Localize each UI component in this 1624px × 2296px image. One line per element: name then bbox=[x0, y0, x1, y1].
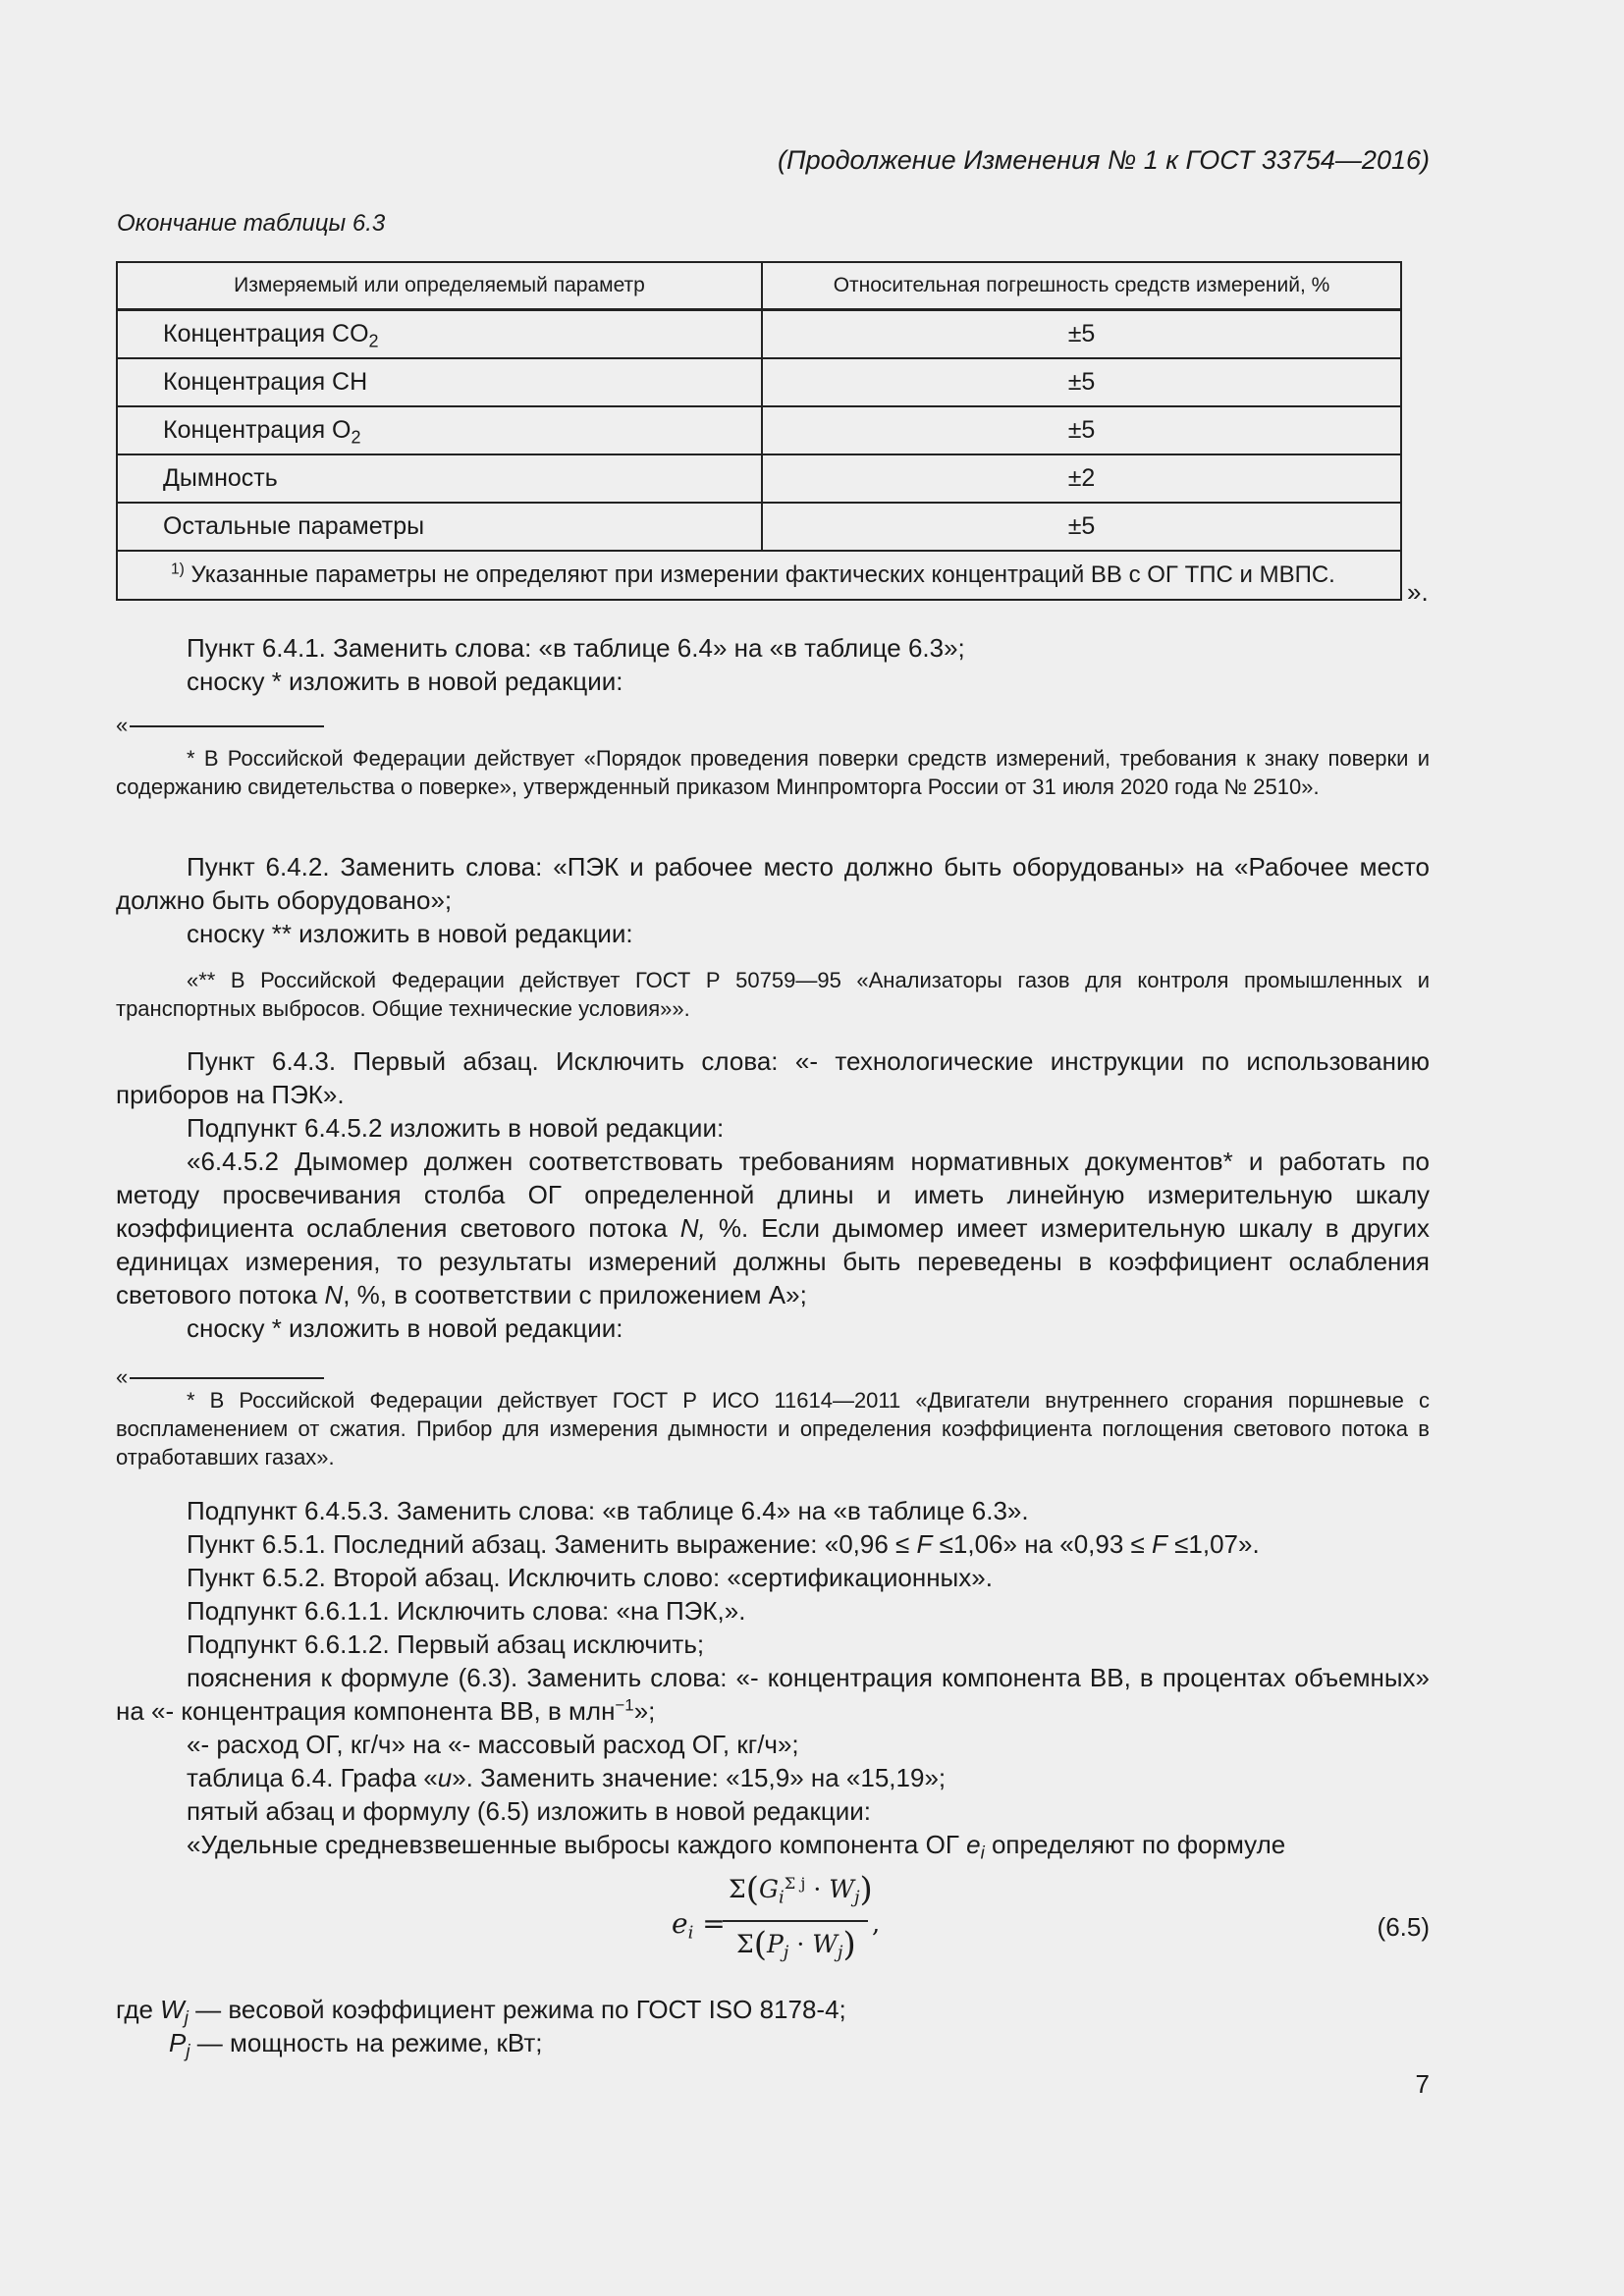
param-cell: Концентрация $CO_2$ bbox=[117, 310, 762, 359]
footnote-text: * В Российской Федерации действует ГОСТ Р ИСО 11614—2011 «Двигатели внутреннего сгорания поршневые с воспламенением от сжатия. Прибор для измерения дымности и определения коэффициента поглощения светового потока в отработавших газах». bbox=[116, 1388, 1430, 1469]
paragraph-6-4-3: Пункт 6.4.3. Первый абзац. Исключить слова: «- технологические инструкции по использованию приборов на ПЭК». Подпункт 6.4.5.2 изложить в новой редакции: «6.4.5.2 Дымомер должен соответствовать требованиям нормативных документов* и работать по методу просвечивания столба ОГ определенной длины и иметь линейную измерительную шкалу коэффициента ослабления светового потока N, %. Если дымомер имеет измерительную шкалу в других единицах измерения, то результаты измерений должны быть переведены в коэффициент ослабления светового потока N, %, в соответствии с приложением А»; сноску * изложить в новой редакции: bbox=[116, 1046, 1430, 1343]
table-row bbox=[117, 310, 1401, 359]
footnote-separator: « bbox=[116, 1364, 324, 1390]
legend-item: $P_j$ — мощность на режиме, кВт; bbox=[169, 2028, 543, 2061]
table-row bbox=[117, 503, 1401, 551]
column-header-error: Относительная погрешность средств измерений, % bbox=[762, 262, 1401, 310]
paragraph-6-4-2: Пункт 6.4.2. Заменить слова: «ПЭК и рабочее место должно быть оборудованы» на «Рабочее место должно быть оборудовано»; сноску ** изложить в новой редакции: bbox=[116, 852, 1430, 948]
value-cell: ±5 bbox=[762, 358, 1401, 406]
table-row bbox=[117, 406, 1401, 454]
paragraph-amendments: Подпункт 6.4.5.3. Заменить слова: «в таблице 6.4» на «в таблице 6.3». Пункт 6.5.1. Последний абзац. Заменить выражение: «0,96 ≤ F ≤1,06» на «0,93 ≤ F ≤1,07». Пункт 6.5.2. Второй абзац. Исключить слово: «сертификационных». Подпункт 6.6.1.1. Исключить слова: «на ПЭК,». Подпункт 6.6.1.2. Первый абзац исключить; пояснения к формуле (6.3). Заменить слова: «- концентрация компонента ВВ, в процентах объемных» на «- концентрация компонента ВВ, в млн$^{-1}$»; «- расход ОГ, кг/ч» на «- массовый расход ОГ, кг/ч»; таблица 6.4. Графа «u». Заменить значение: «15,9» на «15,19»; пятый абзац и формулу (6.5) изложить в новой редакции: «Удельные средневзвешенные выбросы каждого компонента ОГ $e_i$ определяют по формуле bbox=[116, 1496, 1430, 1863]
fraction-bar bbox=[723, 1920, 868, 1922]
legend-item: где $W_j$ — весовой коэффициент режима по ГОСТ ISO 8178-4; bbox=[116, 1995, 846, 2028]
paragraph-6-4-5-2: «6.4.5.2 Дымомер должен соответствовать требованиям нормативных документов* и работать по методу просвечивания столба ОГ определенной длины и иметь линейную измерительную шкалу коэффициента ослабления светового потока N, %. Если дымомер имеет измерительную шкалу в других единицах измерения, то результаты измерений должны быть переведены в коэффициент ослабления светового потока N, %, в соответствии с приложением А»; bbox=[116, 1147, 1430, 1309]
running-header: (Продолжение Изменения № 1 к ГОСТ 33754—2016) bbox=[778, 145, 1430, 175]
table-row bbox=[117, 358, 1401, 406]
table-note-row bbox=[117, 551, 1401, 600]
footnote-separator: « bbox=[116, 713, 324, 738]
formula-6-5: $e_i$ = $\Sigma(G_i^{\Sigma j} \cdot W_j)$ $\Sigma(P_j \cdot W_j)$ , bbox=[672, 1870, 881, 1964]
value-cell: ±5 bbox=[762, 503, 1401, 551]
paragraph-6-4-1: Пункт 6.4.1. Заменить слова: «в таблице 6.4» на «в таблице 6.3»; сноску * изложить в новой редакции: bbox=[187, 633, 965, 696]
value-cell: ±5 bbox=[762, 406, 1401, 454]
value-cell: ±5 bbox=[762, 310, 1401, 359]
table-caption: Окончание таблицы 6.3 bbox=[117, 210, 386, 237]
column-header-parameter: Измеряемый или определяемый параметр bbox=[117, 262, 762, 310]
formula-legend bbox=[116, 1993, 846, 2059]
equation-number: (6.5) bbox=[1377, 1912, 1430, 1942]
formula-denominator: $\Sigma(P_j \cdot W_j)$ bbox=[736, 1925, 856, 1964]
page-number: 7 bbox=[1415, 2069, 1430, 2099]
table-note: $^{1)}$ Указанные параметры не определяют при измерении фактических концентраций ВВ с ОГ ТПС и МВПС. bbox=[117, 551, 1401, 600]
footnote-text: «** В Российской Федерации действует ГОСТ Р 50759—95 «Анализаторы газов для контроля промышленных и транспортных выбросов. Общие технические условия»». bbox=[116, 968, 1430, 1021]
formula-lhs: $e_i$ = bbox=[672, 1907, 726, 1944]
param-cell: Концентрация CH bbox=[117, 358, 762, 406]
param-cell: Остальные параметры bbox=[117, 503, 762, 551]
footnote-text: * В Российской Федерации действует «Порядок проведения поверки средств измерений, требования к знаку поверки и содержанию свидетельства о поверке», утвержденный приказом Минпромторга России от 31 июля 2020 года № 2510». bbox=[116, 746, 1430, 799]
table-header-row bbox=[117, 262, 1401, 310]
closing-quote: ». bbox=[1407, 577, 1429, 607]
table-row bbox=[117, 454, 1401, 503]
param-cell: Концентрация $O_2$ bbox=[117, 406, 762, 454]
table-6-3 bbox=[116, 261, 1402, 601]
value-cell: ±2 bbox=[762, 454, 1401, 503]
formula-numerator: $\Sigma(G_i^{\Sigma j} \cdot W_j)$ bbox=[729, 1870, 873, 1909]
param-cell: Дымность bbox=[117, 454, 762, 503]
